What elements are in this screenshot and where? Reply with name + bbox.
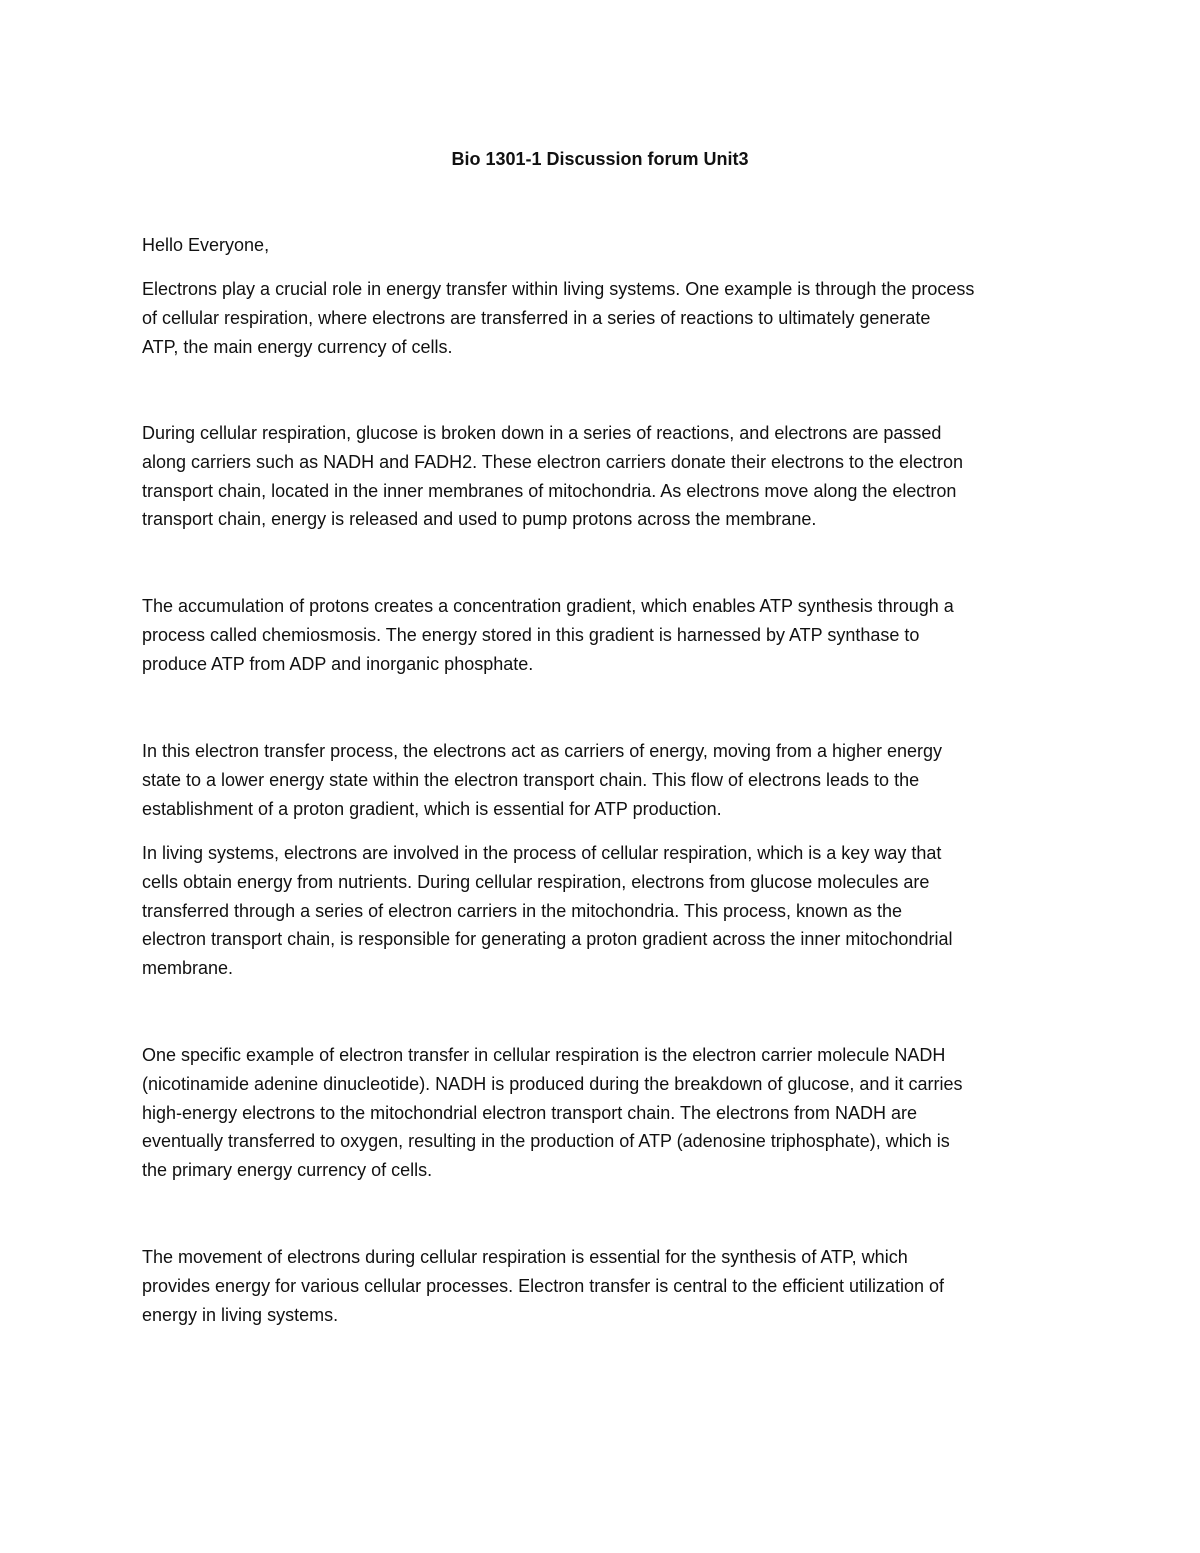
paragraph-5: In living systems, electrons are involved in the process of cellular respiration, which is a key way that cells obtain energy from nutrients. During cellular respiration, electrons from glucose molecules are transferred through a series of electron carriers in the mitochondria. This process, known as the electron transport chain, is responsible for generating a proton gradient across the inner mitochondrial membrane.	[142, 843, 953, 979]
greeting: Hello Everyone,	[142, 235, 270, 255]
document-title: Bio 1301-1 Discussion forum Unit3	[451, 149, 749, 169]
paragraph-1: Electrons play a crucial role in energy transfer within living systems. One example is through the process of cellular respiration, where electrons are transferred in a series of reactions to ultimately generate ATP, the main energy currency of cells.	[142, 279, 975, 357]
paragraph-4: In this electron transfer process, the electrons act as carriers of energy, moving from a higher energy state to a lower energy state within the electron transport chain. This flow of electrons leads to the establishment of a proton gradient, which is essential for ATP production.	[142, 741, 943, 819]
paragraph-3: The accumulation of protons creates a concentration gradient, which enables ATP synthesis through a process called chemiosmosis. The energy stored in this gradient is harnessed by ATP synthase to produce ATP from ADP and inorganic phosphate.	[142, 596, 954, 674]
paragraph-6: One specific example of electron transfer in cellular respiration is the electron carrier molecule NADH (nicotinamide adenine dinucleotide). NADH is produced during the breakdown of glucose, and it carries high-energy electrons to the mitochondrial electron transport chain. The electrons from NADH are eventually transferred to oxygen, resulting in the production of ATP (adenosine triphosphate), which is the primary energy currency of cells.	[142, 1045, 963, 1181]
paragraph-7: The movement of electrons during cellular respiration is essential for the synthesis of ATP, which provides energy for various cellular processes. Electron transfer is central to the efficient utilization of energy in living systems.	[142, 1247, 945, 1325]
paragraph-2: During cellular respiration, glucose is broken down in a series of reactions, and electrons are passed along carriers such as NADH and FADH2. These electron carriers donate their electrons to the electron transport chain, located in the inner membranes of mitochondria. As electrons move along the electron transport chain, energy is released and used to pump protons across the membrane.	[142, 423, 964, 530]
